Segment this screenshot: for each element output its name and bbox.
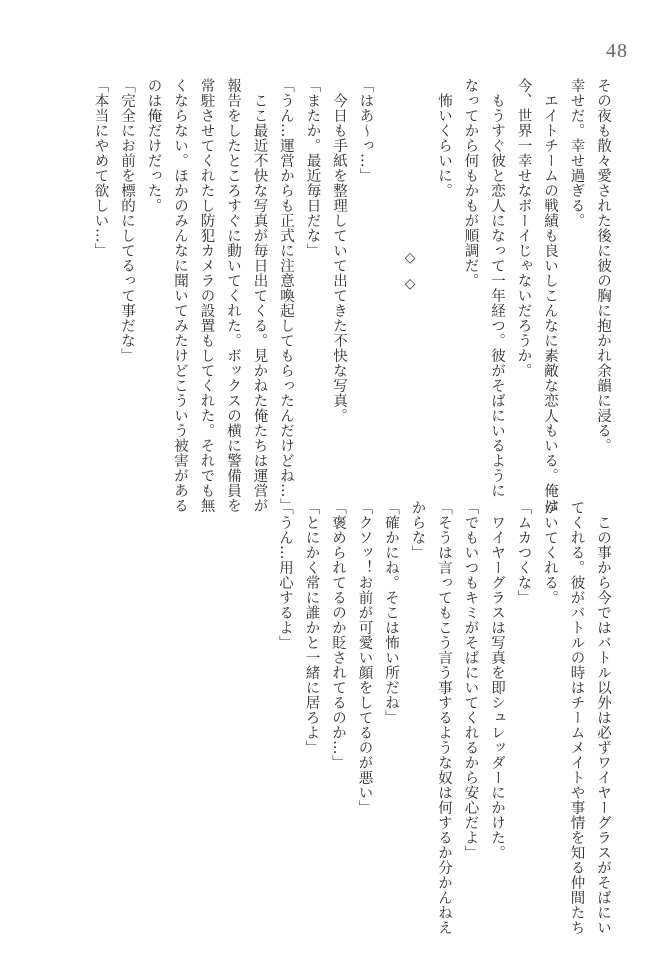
scene-divider: ◇◇ (402, 250, 418, 302)
text-line: からな」 (409, 500, 426, 560)
text-line: エイトチームの戦績も良いしこんなに素敵な恋人もいる。俺は (542, 78, 558, 513)
text-line: この事から今ではバトル以外は必ずワイヤーグラスがそばにい (595, 500, 611, 935)
text-line: 今日も手紙を整理していて出てきた不快な写真。 (331, 78, 347, 423)
text-line: 「でもいつもキミがそばにいてくれるから安心だよ」 (462, 500, 479, 860)
text-line: 「そうは言ってもこう言う事するような奴は何するか分かんねえ (436, 500, 452, 935)
upper-text-block (87, 78, 616, 513)
text-line: 今、世界一幸せなボーイじゃないだろうか。 (515, 78, 532, 378)
text-line: 「またか。最近毎日だな」 (304, 78, 321, 258)
text-line: 「褒められてるのか貶されてるのか…」 (330, 500, 346, 770)
text-line: ここ最近不快な写真が毎日出てくる。見かねた俺たちは運営が (251, 78, 268, 513)
text-line: 「本当にやめて欲しい…」 (92, 78, 109, 258)
text-line: のは俺だけだった。 (145, 78, 162, 213)
text-line: くならない。ほかのみんなに聞いてみたけどこういう被害がある (172, 78, 188, 513)
text-line: がいてくれる。 (542, 500, 558, 605)
text-line: 常駐させてくれたし防犯カメラの設置もしてくれた。それでも無 (198, 78, 215, 513)
text-line: 「クソッ！お前が可愛い顔をしてるのが悪い」 (356, 500, 373, 815)
text-line: ワイヤーグラスは写真を即シュレッダーにかけた。 (489, 500, 505, 860)
text-line: 怖いくらいに。 (436, 78, 452, 198)
text-line: 幸せだ。幸せ過ぎる。 (568, 78, 585, 228)
text-line: 「はあ～っ…」 (357, 78, 374, 183)
text-line: その夜も散々愛された後に彼の胸に抱かれ余韻に浸る。 (595, 78, 611, 453)
text-line: もうすぐ彼と恋人になって一年経つ。彼がそばにいるように (489, 78, 505, 498)
text-line: 「ムカつくな」 (515, 500, 532, 605)
text-line: 報告をしたところすぐに動いてくれた。ボックスの横に警備員を (225, 78, 241, 513)
lower-text-block (272, 500, 617, 935)
page-number: 48 (606, 40, 628, 62)
text-line: 「確かにね。そこは怖い所だね」 (383, 500, 399, 725)
text-line: てくれる。彼がバトルの時はチームメイトや事情を知る仲間たち (568, 500, 585, 935)
text-line: なってから何もかもが順調だ。 (462, 78, 479, 288)
text-line: 「とにかく常に誰かと一緒に居ろよ」 (303, 500, 320, 755)
text-line: 「完全にお前を標的にしてるって事だな」 (119, 78, 135, 363)
text-line: 「うん…運営からも正式に注意喚起してもらったんだけどね…」 (278, 78, 294, 513)
text-line: 「うん…用心するよ」 (277, 500, 293, 650)
